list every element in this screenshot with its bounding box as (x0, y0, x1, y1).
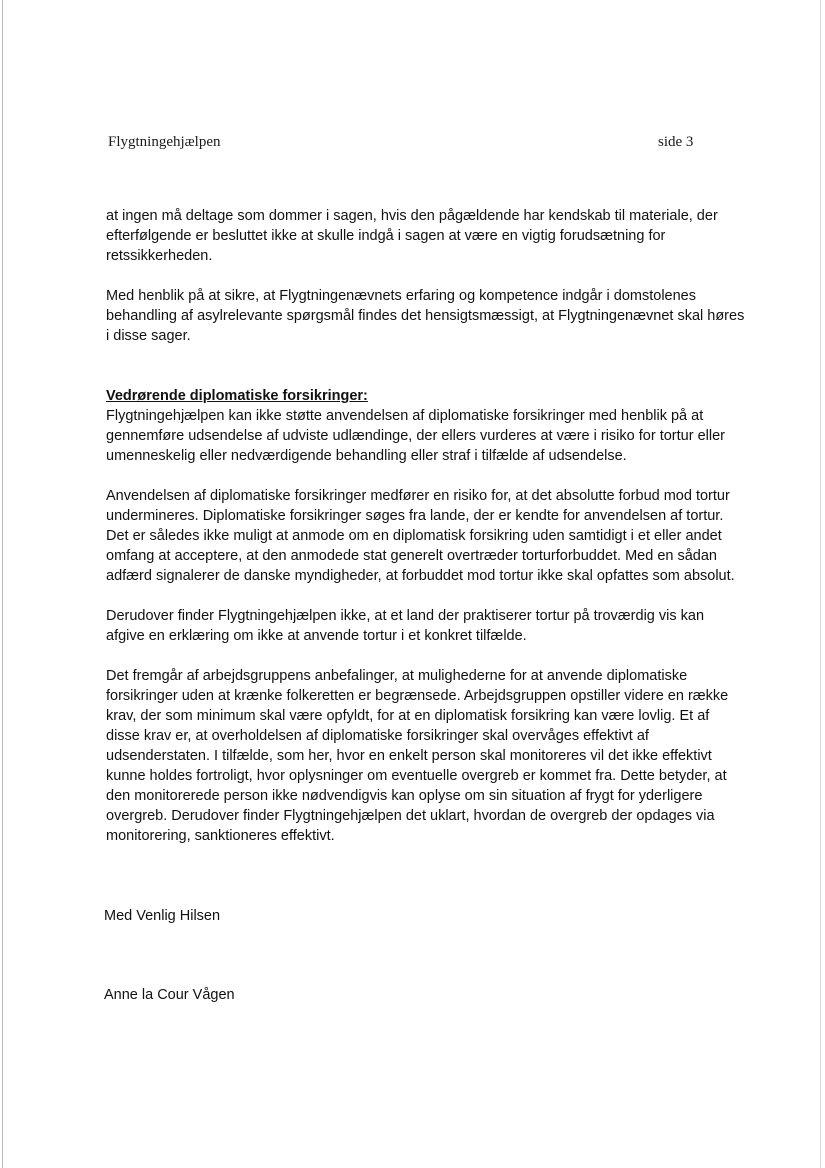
scan-edge-left (2, 0, 3, 1168)
section-heading: Vedrørende diplomatiske forsikringer: (106, 388, 368, 404)
header-organization: Flygtningehjælpen (108, 134, 221, 150)
paragraph-6: Det fremgår af arbejdsgruppens anbefalinger, at mulighederne for at anvende diplomatiske forsikringer uden at krænke folkeretten er begrænsede. Arbejdsgruppen opstiller videre en række krav, der som minimum skal være opfyldt, for at en diplomatisk forsikring kan være lovlig. Et af disse krav er, at overholdelsen af diplomatiske forsikringer skal overvåges effektivt af udsenderstaten. I tilfælde, som her, hvor en enkelt person skal monitoreres vil det ikke effektivt kunne holdes fortroligt, hvor oplysninger om eventuelle overgreb er kommet fra. Dette betyder, at den monitorerede person ikke nødvendigvis kan oplyse om sin situation af frygt for yderligere overgreb. Derudover finder Flygtningehjælpen det uklart, hvordan de overgreb der opdages via monitorering, sanktioneres effektivt. (106, 668, 729, 844)
letter-body (106, 206, 746, 866)
paragraph-1: at ingen må deltage som dommer i sagen, hvis den pågældende har kendskab til materiale, der efterfølgende er besluttet ikke at skulle indgå i sagen at være en vigtig forudsætning for retssikkerheden. (106, 208, 718, 264)
paragraph-5: Derudover finder Flygtningehjælpen ikke, at et land der praktiserer tortur på troværdig vis kan afgive en erklæring om ikke at anvende tortur i et konkret tilfælde. (106, 608, 705, 644)
paragraph-4: Anvendelsen af diplomatiske forsikringer medfører en risiko for, at det absolutte forbud mod tortur undermineres. Diplomatiske forsikringer søges fra lande, der er kendte for anvendelsen af tortur. Det er således ikke muligt at anmode om en diplomatisk forsikring uden samtidigt i et eller andet omfang at acceptere, at den anmodede stat generelt overtræder torturforbuddet. Med en sådan adfærd signalerer de danske myndigheder, at forbuddet mod tortur ikke skal opfattes som absolut. (106, 488, 735, 584)
scan-edge-right (820, 0, 821, 1168)
paragraph-3: Flygtningehjælpen kan ikke støtte anvendelsen af diplomatiske forsikringer med henblik på at gennemføre udsendelse af udviste udlændinge, der ellers vurderes at være i risiko for tortur eller umenneskelig eller nedværdigende behandling eller straf i tilfælde af udsendelse. (106, 408, 725, 464)
paragraph-2: Med henblik på at sikre, at Flygtningenævnets erfaring og kompetence indgår i domstolenes behandling af asylrelevante spørgsmål findes det hensigtsmæssigt, at Flygtningenævnet skal høres i disse sager. (106, 288, 745, 344)
closing-salutation: Med Venlig Hilsen (104, 908, 221, 924)
section-diplomatic-assurances (106, 386, 746, 466)
header-page-number: side 3 (658, 134, 694, 150)
signature-name: Anne la Cour Vågen (104, 987, 235, 1003)
